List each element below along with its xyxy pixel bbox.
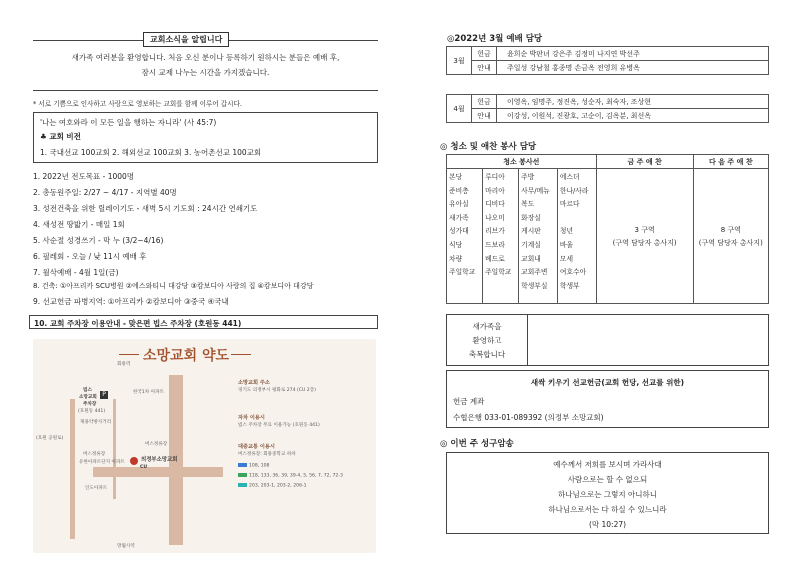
clean-cell: 마르다 — [559, 200, 580, 209]
clean-cell: 기계실 — [521, 240, 541, 249]
next-week-group: 8 구역 — [720, 225, 741, 234]
newcomer-divider — [527, 315, 528, 365]
list-item: 3. 성전건축을 위한 릴레이기도 - 새벽 5시 기도회 : 24시간 연쇄기도 — [33, 204, 258, 213]
clean-cell: 식당 — [449, 240, 463, 249]
map-title: 소망교회 약도 — [143, 348, 230, 364]
clean-cell: 여호수아 — [559, 268, 587, 277]
offering-box — [446, 370, 769, 428]
church-map — [33, 339, 376, 553]
vision-box — [33, 112, 378, 163]
vision-quote: '나는 여호와라 이 모든 일을 행하는 자니라' (사 45:7) — [40, 118, 217, 127]
parking-notice: 10. 교회 주차장 이용안내 - 맞은편 빕스 주차장 (호원동 441) — [29, 315, 378, 329]
verse-box — [446, 452, 769, 534]
clean-header: 금 주 애 찬 — [596, 155, 693, 169]
clean-cell: 학생부 — [559, 281, 580, 290]
offering-account-label: 헌금 계좌 — [453, 397, 485, 406]
list-item: 6. 필레회 - 오늘 / 낮 11시 예배 후 — [33, 252, 147, 261]
map-label: 빕스 — [83, 388, 92, 393]
verse-line: 하나님으로는 그렇지 아니하니 — [558, 490, 657, 499]
verse-line: 하나님으로서는 다 하실 수 있느니라 — [548, 505, 667, 514]
map-label: 제용약방사거리 — [80, 420, 112, 425]
map-label: 주차장 — [83, 402, 97, 407]
role-cell: 헌금 — [472, 95, 497, 109]
clean-cell: 교회주변 — [521, 268, 548, 277]
worship-title: ◎2022년 3월 예배 담당 — [447, 34, 543, 44]
clean-cell: 드보라 — [485, 240, 505, 249]
this-week-cell — [596, 169, 693, 304]
verse-title: ◎ 이번 주 성구암송 — [440, 439, 514, 449]
clean-col — [447, 169, 483, 304]
clean-cell: 모세 — [559, 254, 574, 263]
names-cell: 이강성, 이원석, 진광호, 고순이, 김옥분, 최선옥 — [497, 109, 769, 123]
clean-cell: 화장실 — [521, 213, 541, 222]
clean-col — [519, 169, 558, 304]
map-label: (호원 공원로) — [36, 436, 64, 441]
vision-items: 1. 국내선교 100교회 2. 해외선교 100교회 3. 농어촌선교 100교회 — [40, 148, 262, 157]
clean-cell: 차량 — [449, 254, 463, 263]
clean-title: ◎ 청소 및 애찬 봉사 담당 — [440, 142, 537, 152]
map-label: 회룡역 — [117, 362, 131, 367]
this-week-group: 3 구역 — [634, 225, 655, 234]
clean-cell: 사무/메뉴 — [521, 186, 550, 195]
clean-cell: 새가족 — [449, 213, 469, 222]
month-label: 4월 — [447, 95, 472, 123]
clean-cell: 디비다 — [485, 200, 505, 209]
cross-road — [113, 399, 116, 499]
cleaning-table — [446, 154, 769, 304]
clean-cell: 바울 — [559, 240, 574, 249]
clean-cell: 주방 — [521, 173, 535, 181]
map-label: (호원동 441) — [78, 409, 106, 414]
clean-cell: 베드로 — [485, 254, 505, 263]
clean-cell: 한나/사라 — [559, 186, 589, 195]
map-label: 망월사역 — [117, 544, 135, 549]
clean-cell: 주일학교 — [449, 268, 476, 277]
clean-col — [557, 169, 596, 304]
clean-cell: 복도 — [521, 200, 535, 209]
clean-col — [483, 169, 519, 304]
verse-line: 사람으로는 할 수 없으되 — [567, 475, 648, 484]
offering-title: 새싹 키우기 선교헌금(교회 헌당, 선교를 위한) — [530, 378, 685, 387]
verse-line: 예수께서 저희를 보시며 가라사대 — [553, 460, 662, 469]
clean-cell: 청년 — [559, 227, 574, 236]
welcome-line1: 새가족 여러분을 환영합니다. 처음 오신 분이나 등록하기 원하시는 분들은 예배 후, — [71, 53, 340, 62]
april-duty-table — [446, 94, 769, 123]
map-label: 인도아파트 — [85, 486, 108, 491]
news-title: 교회소식을 알립니다 — [143, 32, 229, 47]
greeting-text: * 서로 기쁨으로 인사하고 사랑으로 영보하는 교회를 함께 이루어 갑시다. — [33, 100, 242, 108]
clean-cell: 나오미 — [485, 213, 505, 222]
clean-header: 청소 봉사선 — [447, 155, 597, 169]
map-info-heading: 소망교회 주소 — [238, 380, 270, 386]
clean-cell: 성가대 — [449, 227, 469, 236]
clean-cell: 루디아 — [485, 173, 505, 181]
map-label: 버스정류장 — [145, 442, 168, 447]
map-info-text: 경기도 의정부시 평화로 274 (CU 2층) — [238, 388, 316, 393]
list-item: 5. 사순절 성경쓰기 - 막 누 (3/2~4/16) — [33, 236, 164, 245]
newcomer-line: 새가족을 — [472, 322, 502, 331]
clean-cell: 교회내 — [521, 254, 541, 263]
role-cell: 헌금 — [472, 47, 497, 61]
this-week-sub: (구역 담당자 총사지) — [612, 238, 677, 247]
verse-line: (막 10:27) — [588, 520, 627, 529]
map-label: 유한아파트단지 아파트 — [79, 460, 125, 465]
clean-cell: 마리아 — [485, 186, 505, 195]
newcomer-line: 축복합니다 — [468, 350, 506, 359]
names-cell: 주일성 강남철 홍종명 손금옥 전영희 유병옥 — [497, 61, 769, 75]
clean-header: 다 음 주 애 찬 — [693, 155, 768, 169]
bus-line: 203, 203-1, 203-2, 206-1 — [238, 483, 307, 489]
role-cell: 안내 — [472, 109, 497, 123]
clean-cell: 에스더 — [559, 173, 580, 181]
map-label: CU — [140, 465, 148, 470]
map-label: 버스정류장 — [83, 452, 106, 457]
clean-cell: 유아실 — [449, 200, 469, 209]
map-label: 의정부소망교회 — [141, 457, 178, 463]
map-info-heading: 자차 이용시 — [238, 415, 265, 421]
parking-icon: P — [100, 391, 108, 399]
newcomer-line: 환영하고 — [472, 336, 502, 345]
month-label: 3월 — [447, 47, 472, 75]
list-item: 2. 총동원주일: 2/27 ~ 4/17 - 지역별 40명 — [33, 188, 177, 197]
next-week-cell — [693, 169, 768, 304]
clean-cell: 본당 — [449, 173, 463, 181]
map-title-line — [231, 354, 251, 355]
map-label: 한국1차 아파트 — [133, 390, 165, 395]
welcome-line2: 잠시 교제 나누는 시간을 가지겠습니다. — [141, 68, 270, 77]
side-road — [70, 399, 75, 539]
names-cell: 이영옥, 임명주, 정진옥, 성순자, 최숙자, 조상현 — [497, 95, 769, 109]
map-info-text: 빕스 주차장 무료 이용가능 (호원동 441) — [238, 423, 320, 428]
church-marker-icon — [130, 457, 138, 465]
march-duty-table — [446, 46, 769, 75]
newcomer-box — [446, 314, 769, 366]
map-title-line — [119, 354, 139, 355]
clean-cell: 리브가 — [485, 227, 505, 236]
list-item: 7. 월삭예배 - 4월 1일(금) — [33, 268, 119, 277]
next-week-sub: (구역 담당자 총사지) — [698, 238, 763, 247]
list-item: 9. 선교헌금 파병지역: ①아프리카 ②캄보디아 ③중국 ④국내 — [33, 297, 229, 306]
vision-title: ♣ 교회 비전 — [40, 132, 81, 141]
offering-account: 수협은행 033-01-089392 (의정부 소망교회) — [453, 413, 604, 422]
list-item: 8. 건축: ①아프리카 SCU병원 ②에스와티니 대강당 ③캄보디아 사랑의 집 ④캄보디아 대강당 — [33, 282, 314, 290]
map-info-heading: 대중교통 이용시 — [238, 444, 275, 450]
clean-cell: 준비층 — [449, 186, 469, 195]
clean-cell: 학생부실 — [521, 281, 548, 290]
bus-line: 108, 108 — [238, 463, 269, 469]
map-label: 소망교회 — [79, 395, 97, 400]
list-item: 4. 새성전 땅밟기 - 매일 1회 — [33, 220, 125, 229]
clean-cell: 게시판 — [521, 227, 541, 236]
names-cell: 윤희순 박판녀 강은주 김정미 나지연 박선주 — [497, 47, 769, 61]
bus-line: 118, 133, 36, 39, 39-4, 5, 56, 7, 72, 72-3 — [238, 473, 343, 479]
list-item: 1. 2022년 전도목표 - 1000명 — [33, 172, 135, 181]
clean-cell: 주일학교 — [485, 268, 512, 277]
role-cell: 안내 — [472, 61, 497, 75]
map-info-text: 버스정류장: 회룡중학교 하차 — [238, 452, 296, 457]
clean-cell — [560, 212, 594, 226]
